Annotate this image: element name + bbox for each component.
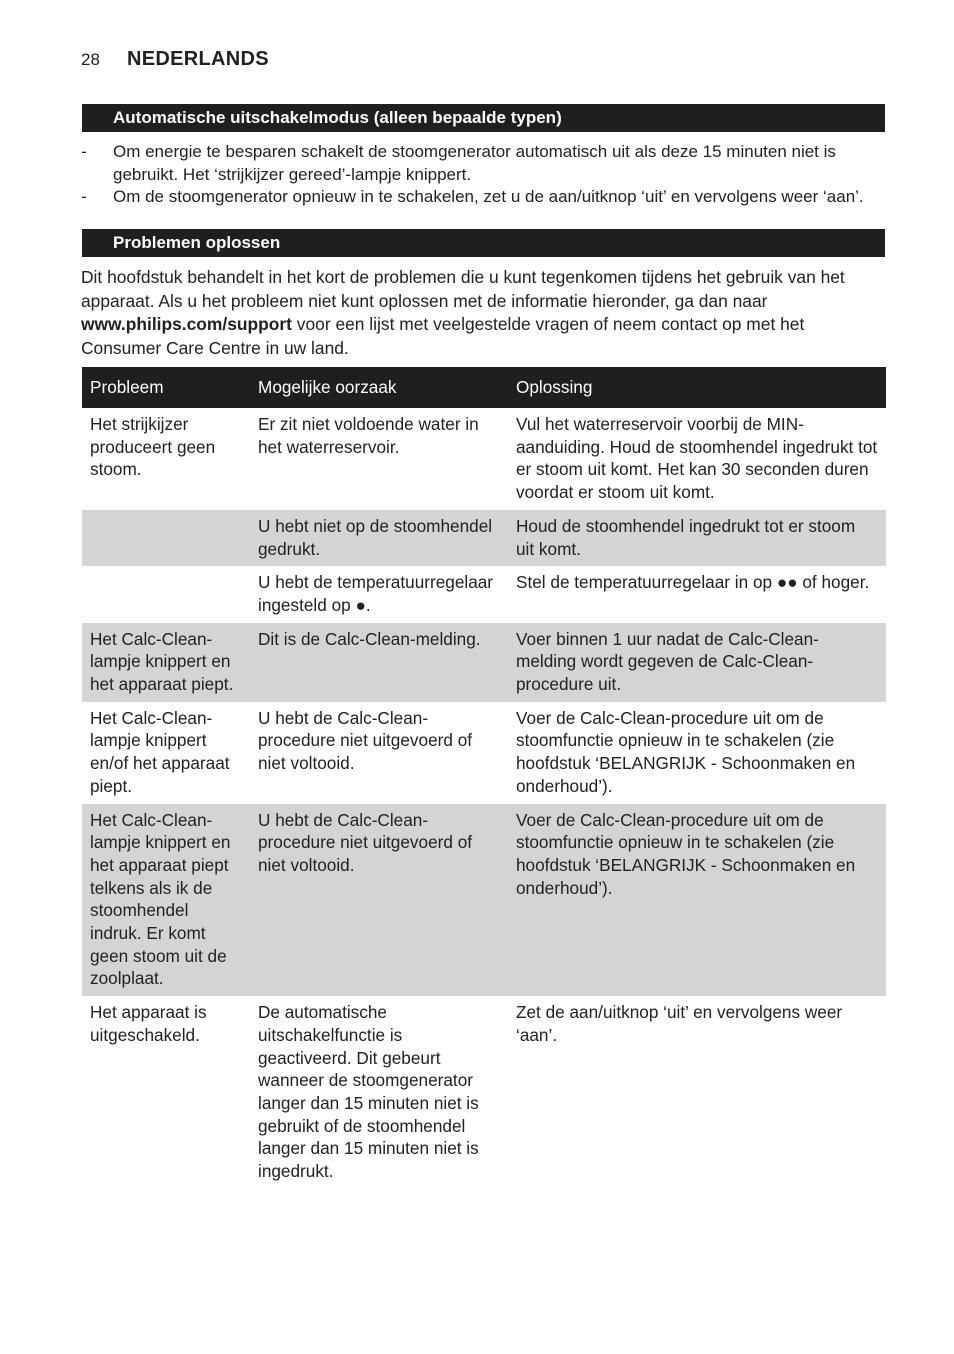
bullet-dash: - [81,187,87,206]
table-row [82,566,886,622]
problem-cell: Het Calc-Clean-lampje knippert en het apparaat piept telkens als ik de stoomhendel indruk. Er komt geen stoom uit de zoolplaat. [82,804,250,997]
language-title: NEDERLANDS [127,48,269,70]
section-heading-troubleshooting: Problemen oplossen [82,229,885,257]
solution-cell: Voer de Calc-Clean-procedure uit om de stoomfunctie opnieuw in te schakelen (zie hoofdstuk ‘BELANGRIJK - Schoonmaken en onderhoud’). [508,804,886,997]
intro-text-end: voor een lijst met veelgestelde vragen of neem contact op met het Consumer Care Centre in uw land. [81,314,805,358]
table-header-row [82,367,886,408]
table-row [82,804,886,997]
bullet-dash: - [81,142,87,161]
list-item [81,186,886,209]
table-row [82,408,886,510]
cause-cell: U hebt de temperatuurregelaar ingesteld op ●. [258,572,494,615]
solution-cell: Houd de stoomhendel ingedrukt tot er stoom uit komt. [508,510,886,566]
problem-cell: Het apparaat is uitgeschakeld. [90,1002,207,1045]
solution-cell: Stel de temperatuurregelaar in op ●● of hoger. [516,572,870,593]
section-heading-auto-off: Automatische uitschakelmodus (alleen bepaalde typen) [82,104,885,132]
problem-cell: Het Calc-Clean-lampje knippert en het apparaat piept. [82,623,250,702]
table-row [82,623,886,702]
problem-cell: Het Calc-Clean-lampje knippert en/of het apparaat piept. [90,707,230,796]
bullet-text: Om de stoomgenerator opnieuw in te schakelen, zet u de aan/uitknop ‘uit’ en vervolgens weer ‘aan’. [113,187,864,206]
troubleshooting-table [82,367,886,1189]
column-header-solution: Oplossing [508,367,886,408]
table-row [82,510,886,566]
problem-cell [82,510,250,566]
list-item [81,141,886,186]
page-number: 28 [81,50,100,69]
troubleshooting-intro [81,266,886,360]
support-link[interactable]: www.philips.com/support [81,314,292,334]
problem-cell: Het strijkijzer produceert geen stoom. [90,414,216,480]
column-header-problem: Probleem [82,367,250,408]
auto-off-bullets [81,141,886,209]
page-header [81,48,269,71]
cause-cell: U hebt de Calc-Clean-procedure niet uitgevoerd of niet voltooid. [250,804,508,997]
solution-cell: Vul het waterreservoir voorbij de MIN-aanduiding. Houd de stoomhendel ingedrukt tot er stoom uit komt. Het kan 30 seconden duren voordat er stoom uit komt. [516,414,878,503]
problem-cell [82,566,250,622]
cause-cell: U hebt niet op de stoomhendel gedrukt. [250,510,508,566]
bullet-text: Om energie te besparen schakelt de stoomgenerator automatisch uit als deze 15 minuten niet is gebruikt. Het ‘strijkijzer gereed’-lampje knippert. [113,142,836,184]
table-row [82,996,886,1189]
cause-cell: Er zit niet voldoende water in het waterreservoir. [258,414,479,457]
cause-cell: U hebt de Calc-Clean-procedure niet uitgevoerd of niet voltooid. [258,707,473,774]
solution-cell: Zet de aan/uitknop ‘uit’ en vervolgens weer ‘aan’. [516,1002,843,1045]
solution-cell: Voer de Calc-Clean-procedure uit om de stoomfunctie opnieuw in te schakelen (zie hoofdstuk ‘BELANGRIJK - Schoonmaken en onderhoud’). [516,707,856,796]
solution-cell: Voer binnen 1 uur nadat de Calc-Clean-melding wordt gegeven de Calc-Clean-procedure uit. [508,623,886,702]
column-header-cause: Mogelijke oorzaak [250,367,508,408]
table-row [82,702,886,804]
intro-text: Dit hoofdstuk behandelt in het kort de problemen die u kunt tegenkomen tijdens het gebruik van het apparaat. Als u het probleem niet kunt oplossen met de informatie hieronder, ga dan naar [81,267,845,311]
cause-cell: De automatische uitschakelfunctie is geactiveerd. Dit gebeurt wanneer de stoomgenerator langer dan 15 minuten niet is gebruikt of de stoomhendel langer dan 15 minuten niet is ingedrukt. [258,1002,479,1182]
cause-cell: Dit is de Calc-Clean-melding. [250,623,508,702]
